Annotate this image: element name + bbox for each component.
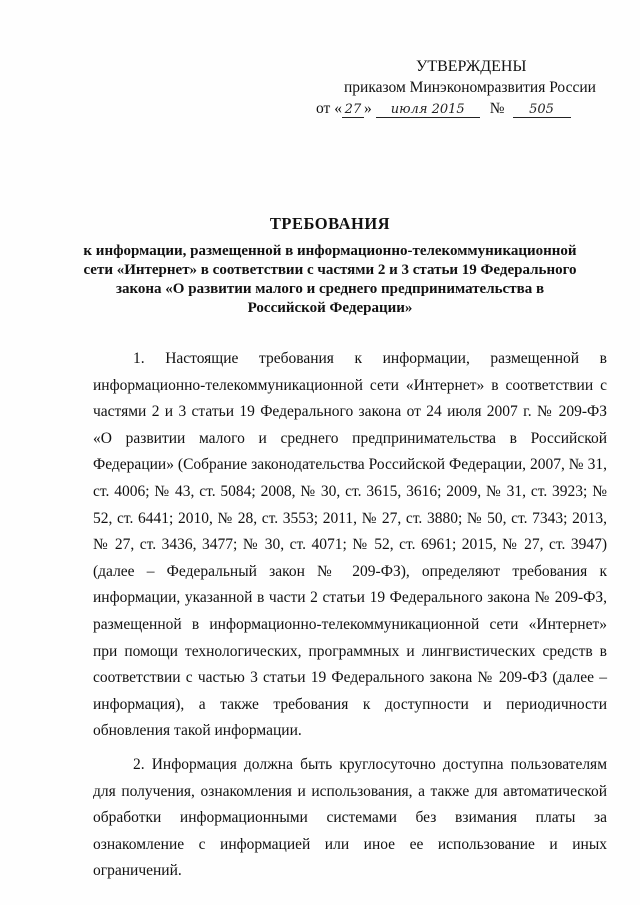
document-body [93, 346, 607, 892]
handwritten-day: 27 [342, 102, 364, 118]
approval-date-line [316, 98, 606, 119]
approval-stamp [316, 56, 606, 119]
document-heading: ТРЕБОВАНИЯ [269, 214, 391, 233]
document-subtitle: к информации, размещенной в информационно-телекоммуникационной сети «Интернет» в соответствии с частями 2 и 3 статьи 19 Федерального закона «О развитии малого и среднего предпринимательства в Российской Федерации» [83, 243, 577, 316]
approval-order-line: приказом Минэкономразвития России [344, 79, 596, 96]
number-label: № [489, 100, 505, 117]
handwritten-order-number: 505 [513, 102, 571, 118]
approval-title: УТВЕРЖДЕНЫ [416, 58, 527, 75]
date-mid: » [363, 100, 372, 117]
handwritten-month-year: июля 2015 [376, 102, 480, 118]
paragraph-1: 1. Настоящие требования к информации, размещенной в информационно-телекоммуникационной сети «Интернет» в соответствии с частями 2 и 3 статьи 19 Федерального закона от 24 июля 2007 г. № 209-ФЗ «О развитии малого и среднего предпринимательства в Российской Федерации» (Собрание законодательства Российской Федерации, 2007, № 31, ст. 4006; № 43, ст. 5084; 2008, № 30, ст. 3615, 3616; 2009, № 31, ст. 3923; № 52, ст. 6441; 2010, № 28, ст. 3553; 2011, № 27, ст. 3880; № 50, ст. 7343; 2013, № 27, ст. 3436, 3477; № 30, ст. 4071; № 52, ст. 6961; 2015, № 27, ст. 3947) (далее – Федеральный закон № 209-ФЗ), определяют требования к информации, указанной в части 2 статьи 19 Федерального закона № 209-ФЗ, размещенной в информационно-телекоммуникационной сети «Интернет» при помощи технологических, программных и лингвистических средств в соответствии с частью 3 статьи 19 Федерального закона № 209-ФЗ (далее – информация), а также требования к доступности и периодичности обновления такой информации. [93, 350, 607, 740]
date-prefix: от « [316, 100, 342, 117]
document-title-block [80, 214, 580, 318]
paragraph-2: 2. Информация должна быть круглосуточно доступна пользователям для получения, ознакомления и использования, а также для автоматической обработки информационными системами без взимания платы за ознакомление с информацией или иное ее использование и иных ограничений. [93, 755, 607, 880]
